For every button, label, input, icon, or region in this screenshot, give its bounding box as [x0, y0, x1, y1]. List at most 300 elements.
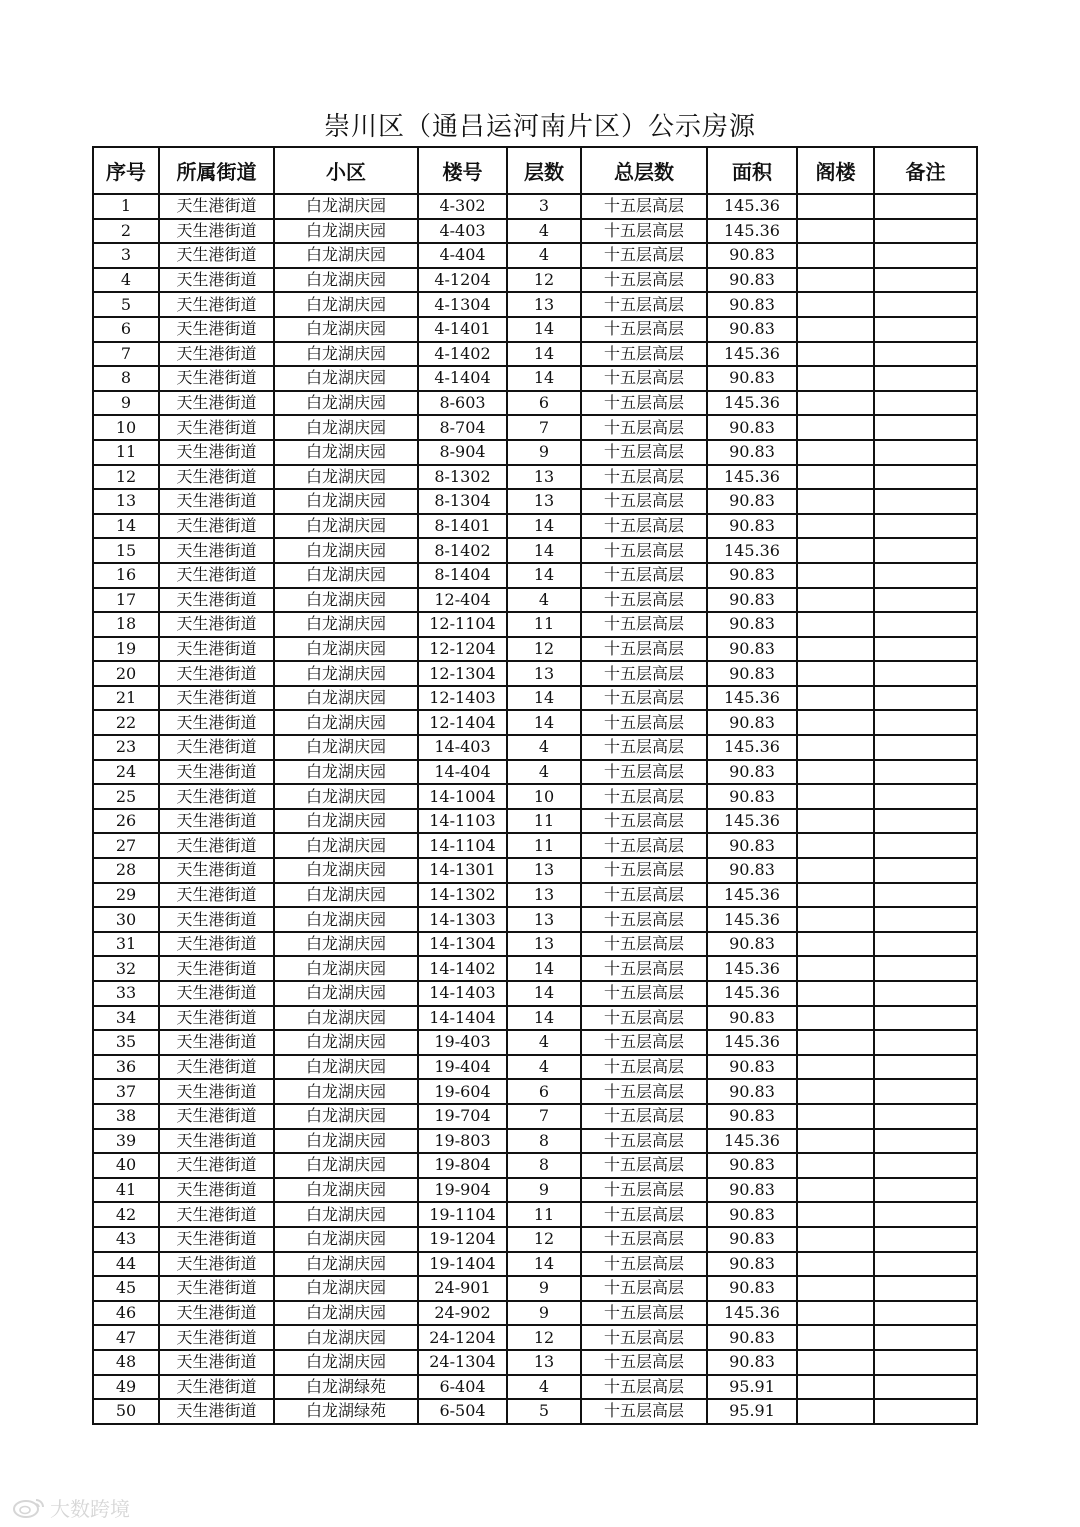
- cell-remarks: [874, 1079, 977, 1104]
- cell-building: 14-1302: [418, 883, 507, 908]
- cell-floor: 8: [507, 1129, 581, 1154]
- cell-building: 12-1304: [418, 661, 507, 686]
- cell-street: 天生港街道: [159, 833, 274, 858]
- cell-community: 白龙湖庆园: [274, 784, 418, 809]
- table-row: [93, 1350, 977, 1375]
- table-header-row: [93, 147, 977, 194]
- table-row: [93, 366, 977, 391]
- table-row: [93, 489, 977, 514]
- cell-building: 19-804: [418, 1153, 507, 1178]
- table-row: [93, 1276, 977, 1301]
- cell-street: 天生港街道: [159, 415, 274, 440]
- cell-street: 天生港街道: [159, 317, 274, 342]
- cell-attic: [797, 317, 874, 342]
- cell-community: 白龙湖庆园: [274, 1104, 418, 1129]
- cell-total-floors: 十五层高层: [581, 194, 707, 219]
- cell-area: 145.36: [707, 1030, 797, 1055]
- cell-index: 9: [93, 391, 159, 416]
- cell-floor: 13: [507, 465, 581, 490]
- cell-area: 90.83: [707, 1202, 797, 1227]
- cell-street: 天生港街道: [159, 1178, 274, 1203]
- cell-index: 23: [93, 735, 159, 760]
- cell-building: 8-1402: [418, 538, 507, 563]
- cell-area: 90.83: [707, 637, 797, 662]
- cell-area: 145.36: [707, 1301, 797, 1326]
- cell-street: 天生港街道: [159, 612, 274, 637]
- cell-attic: [797, 1350, 874, 1375]
- cell-remarks: [874, 1375, 977, 1400]
- cell-community: 白龙湖庆园: [274, 489, 418, 514]
- table-row: [93, 1153, 977, 1178]
- table-row: [93, 219, 977, 244]
- cell-floor: 9: [507, 440, 581, 465]
- cell-street: 天生港街道: [159, 784, 274, 809]
- cell-total-floors: 十五层高层: [581, 563, 707, 588]
- cell-index: 7: [93, 342, 159, 367]
- cell-street: 天生港街道: [159, 1153, 274, 1178]
- header-cell-attic: 阁楼: [797, 147, 874, 194]
- cell-area: 90.83: [707, 366, 797, 391]
- cell-community: 白龙湖庆园: [274, 833, 418, 858]
- cell-index: 12: [93, 465, 159, 490]
- cell-remarks: [874, 858, 977, 883]
- table-row: [93, 809, 977, 834]
- cell-attic: [797, 809, 874, 834]
- cell-area: 95.91: [707, 1399, 797, 1424]
- table-row: [93, 465, 977, 490]
- header-cell-total-floors: 总层数: [581, 147, 707, 194]
- housing-table: [92, 146, 978, 1425]
- cell-community: 白龙湖庆园: [274, 661, 418, 686]
- table-row: [93, 292, 977, 317]
- cell-area: 90.83: [707, 612, 797, 637]
- cell-remarks: [874, 317, 977, 342]
- cell-remarks: [874, 342, 977, 367]
- cell-community: 白龙湖庆园: [274, 342, 418, 367]
- cell-attic: [797, 1252, 874, 1277]
- table-row: [93, 858, 977, 883]
- cell-index: 19: [93, 637, 159, 662]
- cell-floor: 14: [507, 317, 581, 342]
- cell-total-floors: 十五层高层: [581, 858, 707, 883]
- cell-floor: 12: [507, 268, 581, 293]
- cell-remarks: [874, 760, 977, 785]
- cell-community: 白龙湖庆园: [274, 588, 418, 613]
- cell-building: 19-1204: [418, 1227, 507, 1252]
- cell-index: 43: [93, 1227, 159, 1252]
- cell-remarks: [874, 1227, 977, 1252]
- cell-building: 19-403: [418, 1030, 507, 1055]
- cell-total-floors: 十五层高层: [581, 612, 707, 637]
- cell-floor: 11: [507, 833, 581, 858]
- cell-attic: [797, 1030, 874, 1055]
- cell-building: 8-1401: [418, 514, 507, 539]
- cell-attic: [797, 735, 874, 760]
- cell-floor: 13: [507, 907, 581, 932]
- cell-index: 34: [93, 1006, 159, 1031]
- cell-remarks: [874, 1252, 977, 1277]
- cell-building: 24-901: [418, 1276, 507, 1301]
- table-row: [93, 833, 977, 858]
- cell-index: 39: [93, 1129, 159, 1154]
- cell-area: 90.83: [707, 784, 797, 809]
- cell-attic: [797, 858, 874, 883]
- cell-street: 天生港街道: [159, 809, 274, 834]
- cell-index: 18: [93, 612, 159, 637]
- cell-street: 天生港街道: [159, 1055, 274, 1080]
- cell-area: 145.36: [707, 956, 797, 981]
- header-cell-index: 序号: [93, 147, 159, 194]
- cell-remarks: [874, 440, 977, 465]
- cell-building: 14-1103: [418, 809, 507, 834]
- cell-remarks: [874, 809, 977, 834]
- cell-floor: 14: [507, 342, 581, 367]
- cell-street: 天生港街道: [159, 1006, 274, 1031]
- cell-community: 白龙湖庆园: [274, 1301, 418, 1326]
- cell-street: 天生港街道: [159, 366, 274, 391]
- table-row: [93, 194, 977, 219]
- table-row: [93, 956, 977, 981]
- cell-street: 天生港街道: [159, 1301, 274, 1326]
- cell-index: 20: [93, 661, 159, 686]
- cell-floor: 5: [507, 1399, 581, 1424]
- cell-floor: 9: [507, 1178, 581, 1203]
- cell-community: 白龙湖庆园: [274, 932, 418, 957]
- cell-remarks: [874, 710, 977, 735]
- cell-building: 14-1104: [418, 833, 507, 858]
- cell-remarks: [874, 588, 977, 613]
- cell-street: 天生港街道: [159, 243, 274, 268]
- cell-street: 天生港街道: [159, 932, 274, 957]
- cell-area: 90.83: [707, 1350, 797, 1375]
- cell-total-floors: 十五层高层: [581, 1055, 707, 1080]
- cell-attic: [797, 219, 874, 244]
- cell-area: 90.83: [707, 858, 797, 883]
- cell-attic: [797, 538, 874, 563]
- table-row: [93, 588, 977, 613]
- table-row: [93, 1375, 977, 1400]
- cell-area: 90.83: [707, 1227, 797, 1252]
- cell-street: 天生港街道: [159, 194, 274, 219]
- cell-street: 天生港街道: [159, 1276, 274, 1301]
- cell-floor: 14: [507, 686, 581, 711]
- cell-area: 90.83: [707, 1006, 797, 1031]
- cell-street: 天生港街道: [159, 760, 274, 785]
- cell-attic: [797, 661, 874, 686]
- cell-building: 19-604: [418, 1079, 507, 1104]
- cell-community: 白龙湖庆园: [274, 366, 418, 391]
- cell-index: 13: [93, 489, 159, 514]
- cell-remarks: [874, 1301, 977, 1326]
- cell-index: 26: [93, 809, 159, 834]
- cell-index: 10: [93, 415, 159, 440]
- header-cell-floor: 层数: [507, 147, 581, 194]
- cell-index: 3: [93, 243, 159, 268]
- cell-remarks: [874, 1055, 977, 1080]
- cell-remarks: [874, 1030, 977, 1055]
- cell-total-floors: 十五层高层: [581, 956, 707, 981]
- header-cell-community: 小区: [274, 147, 418, 194]
- cell-index: 41: [93, 1178, 159, 1203]
- cell-building: 12-1104: [418, 612, 507, 637]
- cell-community: 白龙湖庆园: [274, 1079, 418, 1104]
- table-row: [93, 415, 977, 440]
- cell-total-floors: 十五层高层: [581, 514, 707, 539]
- cell-street: 天生港街道: [159, 1129, 274, 1154]
- cell-street: 天生港街道: [159, 588, 274, 613]
- cell-community: 白龙湖庆园: [274, 1178, 418, 1203]
- cell-community: 白龙湖绿苑: [274, 1399, 418, 1424]
- cell-floor: 9: [507, 1301, 581, 1326]
- cell-street: 天生港街道: [159, 907, 274, 932]
- cell-remarks: [874, 1276, 977, 1301]
- cell-index: 40: [93, 1153, 159, 1178]
- cell-street: 天生港街道: [159, 661, 274, 686]
- cell-floor: 10: [507, 784, 581, 809]
- cell-area: 145.36: [707, 907, 797, 932]
- cell-floor: 14: [507, 1006, 581, 1031]
- cell-remarks: [874, 1178, 977, 1203]
- cell-remarks: [874, 1006, 977, 1031]
- cell-building: 8-603: [418, 391, 507, 416]
- cell-total-floors: 十五层高层: [581, 686, 707, 711]
- cell-index: 11: [93, 440, 159, 465]
- cell-total-floors: 十五层高层: [581, 1227, 707, 1252]
- cell-floor: 12: [507, 1325, 581, 1350]
- cell-floor: 4: [507, 1030, 581, 1055]
- table-row: [93, 883, 977, 908]
- cell-attic: [797, 710, 874, 735]
- cell-floor: 13: [507, 661, 581, 686]
- table-row: [93, 268, 977, 293]
- cell-index: 32: [93, 956, 159, 981]
- table-row: [93, 784, 977, 809]
- weibo-logo-icon: [12, 1496, 46, 1518]
- cell-building: 4-403: [418, 219, 507, 244]
- cell-remarks: [874, 1325, 977, 1350]
- cell-floor: 14: [507, 981, 581, 1006]
- cell-attic: [797, 1399, 874, 1424]
- cell-attic: [797, 883, 874, 908]
- table-row: [93, 391, 977, 416]
- cell-area: 90.83: [707, 932, 797, 957]
- cell-total-floors: 十五层高层: [581, 268, 707, 293]
- table-row: [93, 1030, 977, 1055]
- cell-floor: 9: [507, 1276, 581, 1301]
- cell-street: 天生港街道: [159, 1202, 274, 1227]
- cell-building: 14-1404: [418, 1006, 507, 1031]
- cell-area: 90.83: [707, 588, 797, 613]
- cell-floor: 4: [507, 588, 581, 613]
- cell-area: 90.83: [707, 563, 797, 588]
- cell-street: 天生港街道: [159, 1375, 274, 1400]
- cell-building: 8-1302: [418, 465, 507, 490]
- cell-area: 90.83: [707, 710, 797, 735]
- table-row: [93, 1252, 977, 1277]
- cell-floor: 12: [507, 1227, 581, 1252]
- cell-area: 90.83: [707, 292, 797, 317]
- cell-building: 19-1404: [418, 1252, 507, 1277]
- cell-remarks: [874, 686, 977, 711]
- cell-building: 19-704: [418, 1104, 507, 1129]
- cell-area: 90.83: [707, 1178, 797, 1203]
- cell-attic: [797, 932, 874, 957]
- cell-street: 天生港街道: [159, 981, 274, 1006]
- cell-area: 90.83: [707, 1252, 797, 1277]
- cell-street: 天生港街道: [159, 342, 274, 367]
- cell-total-floors: 十五层高层: [581, 342, 707, 367]
- cell-area: 90.83: [707, 1325, 797, 1350]
- cell-street: 天生港街道: [159, 956, 274, 981]
- cell-total-floors: 十五层高层: [581, 489, 707, 514]
- cell-attic: [797, 686, 874, 711]
- cell-index: 44: [93, 1252, 159, 1277]
- cell-street: 天生港街道: [159, 1325, 274, 1350]
- cell-remarks: [874, 932, 977, 957]
- cell-remarks: [874, 1350, 977, 1375]
- cell-attic: [797, 1079, 874, 1104]
- cell-attic: [797, 489, 874, 514]
- cell-index: 30: [93, 907, 159, 932]
- cell-community: 白龙湖庆园: [274, 391, 418, 416]
- cell-remarks: [874, 415, 977, 440]
- cell-area: 145.36: [707, 219, 797, 244]
- cell-building: 19-1104: [418, 1202, 507, 1227]
- cell-attic: [797, 1276, 874, 1301]
- cell-total-floors: 十五层高层: [581, 588, 707, 613]
- cell-total-floors: 十五层高层: [581, 292, 707, 317]
- cell-floor: 14: [507, 366, 581, 391]
- cell-attic: [797, 1129, 874, 1154]
- cell-remarks: [874, 956, 977, 981]
- cell-attic: [797, 1301, 874, 1326]
- cell-building: 14-404: [418, 760, 507, 785]
- cell-floor: 13: [507, 883, 581, 908]
- table-row: [93, 1399, 977, 1424]
- table-row: [93, 760, 977, 785]
- cell-total-floors: 十五层高层: [581, 538, 707, 563]
- cell-remarks: [874, 735, 977, 760]
- table-row: [93, 538, 977, 563]
- cell-attic: [797, 268, 874, 293]
- cell-attic: [797, 760, 874, 785]
- cell-remarks: [874, 243, 977, 268]
- cell-index: 48: [93, 1350, 159, 1375]
- cell-floor: 11: [507, 612, 581, 637]
- cell-floor: 14: [507, 563, 581, 588]
- table-row: [93, 981, 977, 1006]
- cell-floor: 11: [507, 1202, 581, 1227]
- cell-index: 35: [93, 1030, 159, 1055]
- cell-street: 天生港街道: [159, 1252, 274, 1277]
- cell-attic: [797, 415, 874, 440]
- cell-total-floors: 十五层高层: [581, 981, 707, 1006]
- cell-area: 90.83: [707, 1104, 797, 1129]
- cell-street: 天生港街道: [159, 465, 274, 490]
- cell-community: 白龙湖庆园: [274, 956, 418, 981]
- cell-total-floors: 十五层高层: [581, 465, 707, 490]
- cell-building: 14-1004: [418, 784, 507, 809]
- cell-attic: [797, 1325, 874, 1350]
- cell-area: 90.83: [707, 489, 797, 514]
- cell-building: 14-1303: [418, 907, 507, 932]
- cell-building: 24-902: [418, 1301, 507, 1326]
- cell-community: 白龙湖庆园: [274, 538, 418, 563]
- cell-street: 天生港街道: [159, 268, 274, 293]
- cell-total-floors: 十五层高层: [581, 1006, 707, 1031]
- cell-index: 31: [93, 932, 159, 957]
- cell-building: 8-904: [418, 440, 507, 465]
- cell-community: 白龙湖庆园: [274, 268, 418, 293]
- cell-total-floors: 十五层高层: [581, 1375, 707, 1400]
- cell-floor: 4: [507, 219, 581, 244]
- cell-attic: [797, 514, 874, 539]
- cell-area: 145.36: [707, 465, 797, 490]
- cell-attic: [797, 1104, 874, 1129]
- cell-attic: [797, 833, 874, 858]
- cell-attic: [797, 956, 874, 981]
- table-row: [93, 1079, 977, 1104]
- cell-street: 天生港街道: [159, 563, 274, 588]
- watermark-text: 大数跨境: [50, 1496, 130, 1521]
- table-row: [93, 612, 977, 637]
- cell-attic: [797, 588, 874, 613]
- cell-community: 白龙湖庆园: [274, 1252, 418, 1277]
- cell-floor: 14: [507, 956, 581, 981]
- cell-attic: [797, 1178, 874, 1203]
- cell-remarks: [874, 883, 977, 908]
- header-cell-street: 所属街道: [159, 147, 274, 194]
- table-row: [93, 1104, 977, 1129]
- table-row: [93, 637, 977, 662]
- cell-total-floors: 十五层高层: [581, 833, 707, 858]
- cell-building: 4-1402: [418, 342, 507, 367]
- cell-index: 2: [93, 219, 159, 244]
- cell-floor: 4: [507, 760, 581, 785]
- cell-total-floors: 十五层高层: [581, 1202, 707, 1227]
- cell-area: 145.36: [707, 194, 797, 219]
- cell-building: 19-404: [418, 1055, 507, 1080]
- cell-community: 白龙湖庆园: [274, 1055, 418, 1080]
- cell-total-floors: 十五层高层: [581, 883, 707, 908]
- cell-area: 145.36: [707, 686, 797, 711]
- cell-community: 白龙湖庆园: [274, 317, 418, 342]
- table-row: [93, 1301, 977, 1326]
- cell-total-floors: 十五层高层: [581, 1129, 707, 1154]
- cell-community: 白龙湖庆园: [274, 415, 418, 440]
- cell-remarks: [874, 1202, 977, 1227]
- cell-floor: 3: [507, 194, 581, 219]
- cell-total-floors: 十五层高层: [581, 1301, 707, 1326]
- table-row: [93, 1178, 977, 1203]
- cell-building: 4-1304: [418, 292, 507, 317]
- cell-area: 90.83: [707, 1055, 797, 1080]
- cell-remarks: [874, 391, 977, 416]
- cell-attic: [797, 637, 874, 662]
- cell-attic: [797, 1375, 874, 1400]
- cell-area: 145.36: [707, 538, 797, 563]
- cell-total-floors: 十五层高层: [581, 1153, 707, 1178]
- table-row: [93, 1129, 977, 1154]
- cell-attic: [797, 391, 874, 416]
- cell-area: 90.83: [707, 1276, 797, 1301]
- cell-community: 白龙湖庆园: [274, 465, 418, 490]
- cell-building: 14-1403: [418, 981, 507, 1006]
- cell-floor: 14: [507, 710, 581, 735]
- cell-street: 天生港街道: [159, 710, 274, 735]
- cell-building: 4-404: [418, 243, 507, 268]
- cell-total-floors: 十五层高层: [581, 809, 707, 834]
